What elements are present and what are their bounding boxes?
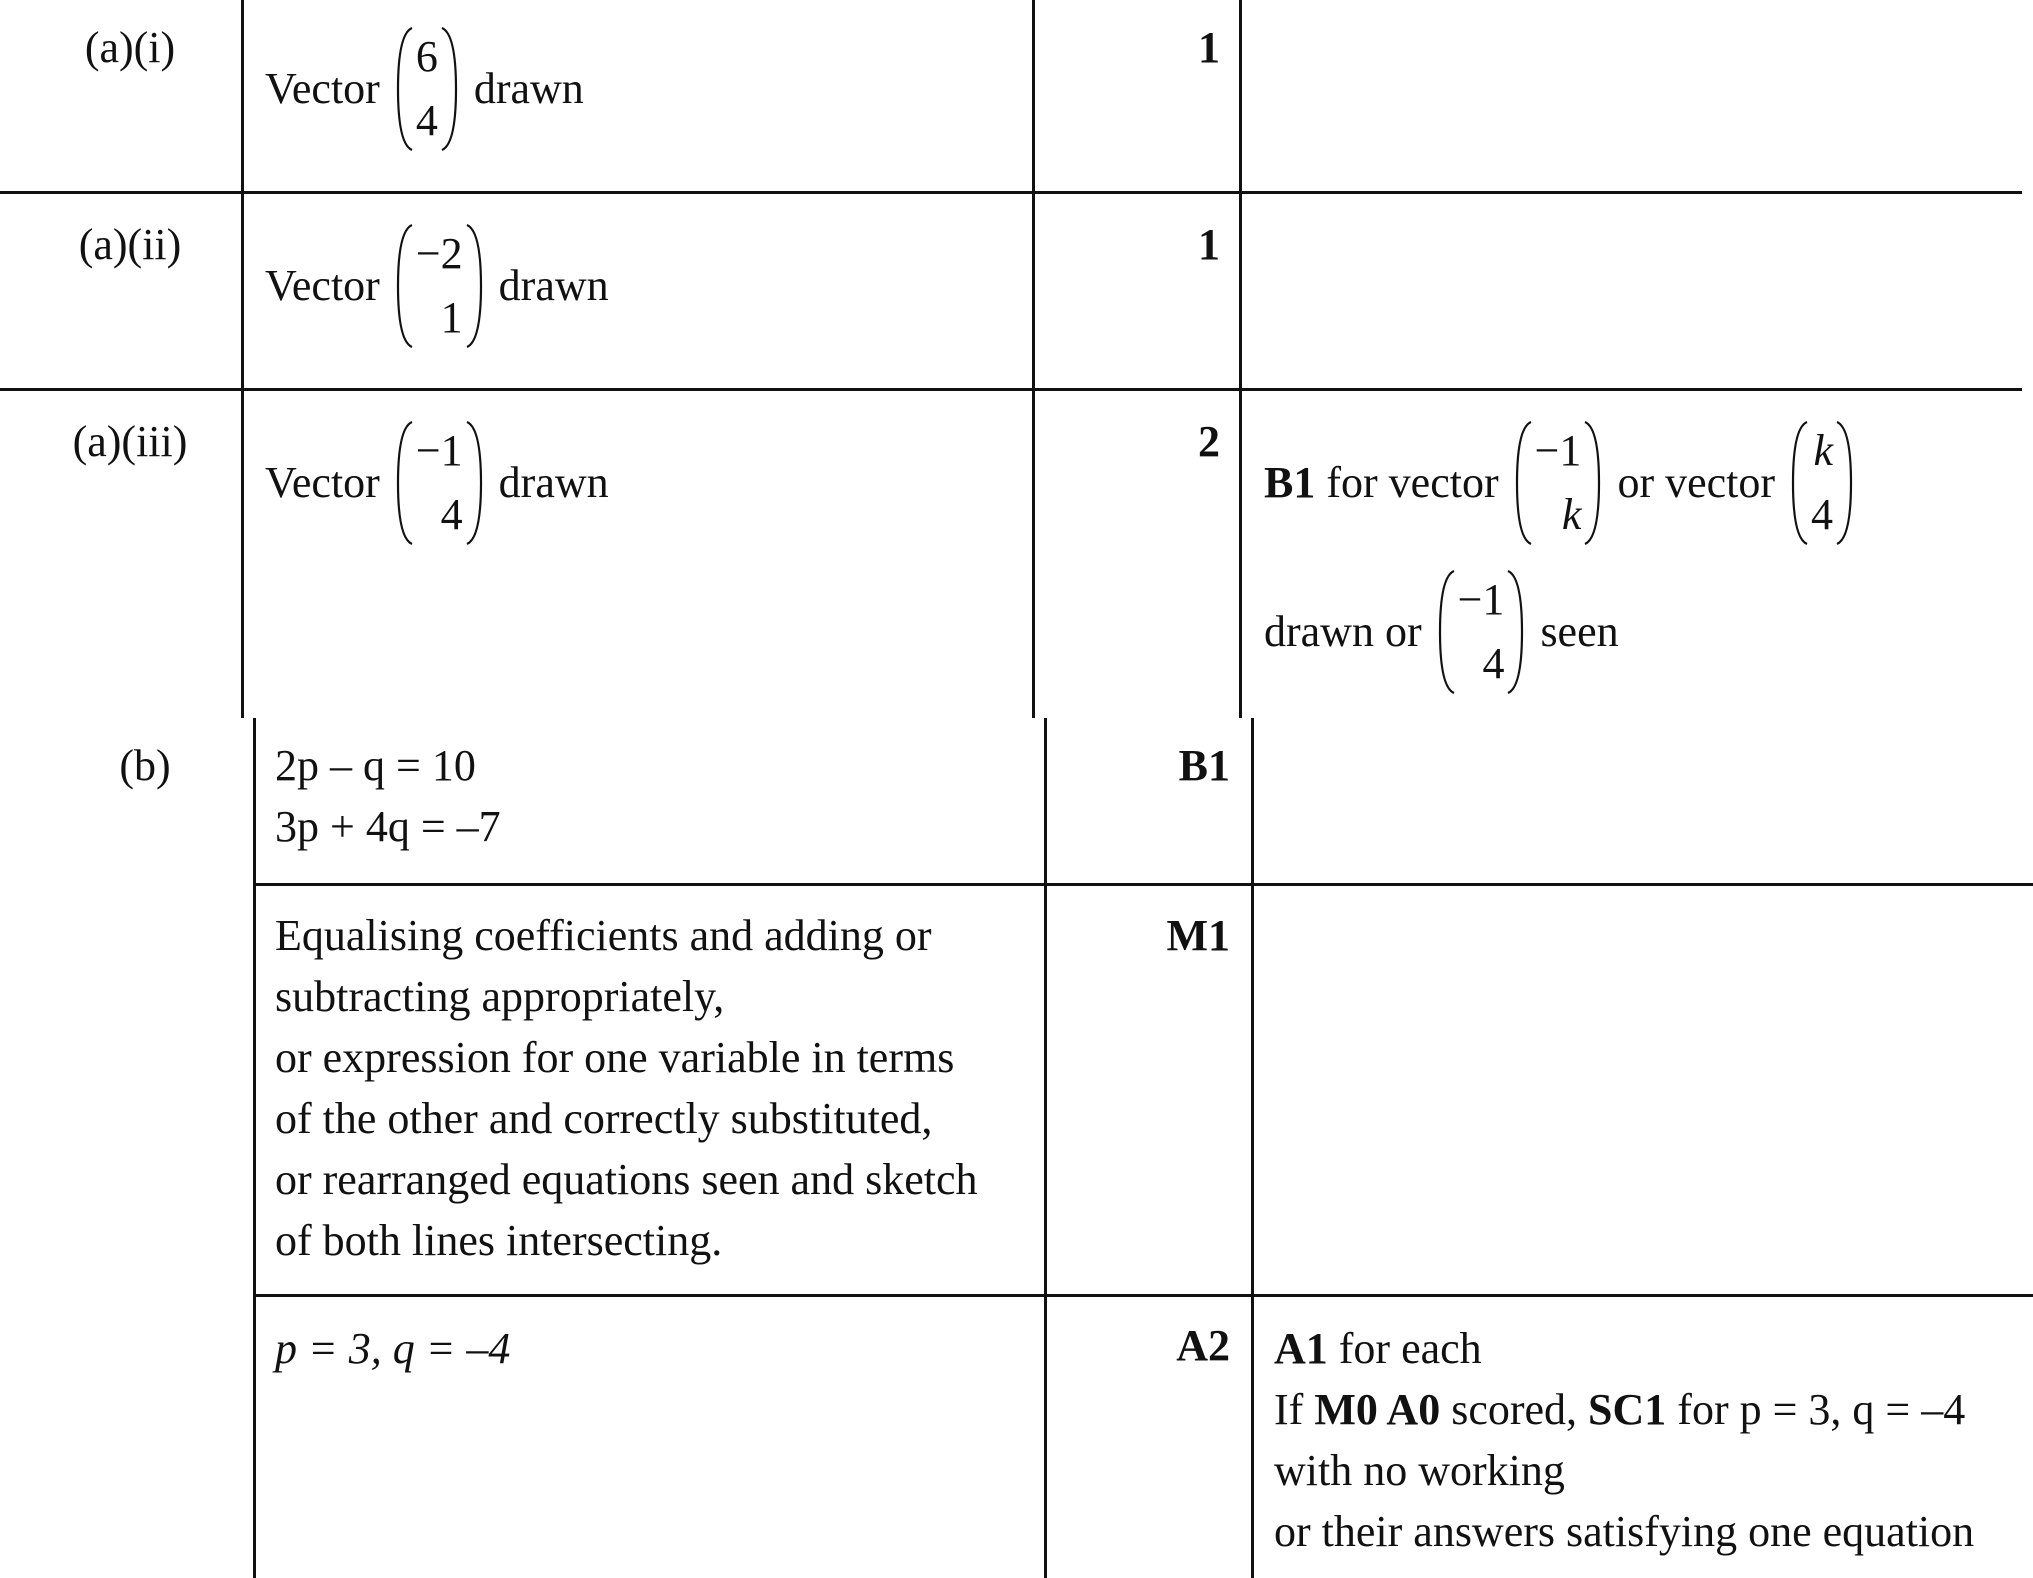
right-paren xyxy=(1506,567,1524,697)
column-vector xyxy=(1515,418,1602,548)
guidance-text: for vector xyxy=(1326,458,1499,507)
left-paren xyxy=(1791,418,1809,548)
answer-prefix: Vector xyxy=(265,458,380,507)
col-divider-3 xyxy=(1239,0,1242,718)
row-divider-1 xyxy=(0,191,2022,194)
left-paren xyxy=(1515,418,1533,548)
right-paren xyxy=(1583,418,1601,548)
answer-suffix: drawn xyxy=(498,458,609,507)
method-description xyxy=(275,905,977,1271)
equation-1: 2p – q = 10 xyxy=(275,741,476,790)
mark: M1 xyxy=(1166,911,1230,960)
guidance-line xyxy=(1264,418,1853,548)
answer-prefix: Vector xyxy=(265,261,380,310)
vector-top: 6 xyxy=(415,32,438,81)
mark-code: A1 xyxy=(1274,1324,1328,1373)
mark: 1 xyxy=(1198,23,1220,72)
equations xyxy=(275,735,501,857)
guidance-line xyxy=(1264,567,1619,697)
mark-code: SC1 xyxy=(1588,1385,1667,1434)
column-vector xyxy=(396,24,458,154)
method-line: of both lines intersecting. xyxy=(275,1216,723,1265)
vector-top: −1 xyxy=(1534,426,1582,475)
vector-bottom: 4 xyxy=(1811,490,1834,539)
answer-cell xyxy=(265,221,609,351)
guidance-text: with no working xyxy=(1274,1446,1565,1495)
vector-top: −2 xyxy=(415,229,463,278)
answer-cell xyxy=(265,418,609,548)
vector-bottom: k xyxy=(1561,490,1582,539)
guidance-text: If xyxy=(1274,1385,1304,1434)
final-guidance xyxy=(1274,1318,1974,1562)
question-label: (a)(iii) xyxy=(72,417,188,466)
guidance-text: for each xyxy=(1338,1324,1482,1373)
vector-top: k xyxy=(1813,426,1834,475)
mark-code: M0 A0 xyxy=(1314,1385,1441,1434)
b-col-divider-2 xyxy=(1044,718,1047,1578)
col-divider-1 xyxy=(241,0,244,718)
mark: A2 xyxy=(1176,1321,1230,1370)
vector-top: −1 xyxy=(415,426,463,475)
mark: 2 xyxy=(1198,417,1220,466)
right-paren xyxy=(465,221,483,351)
right-paren xyxy=(1835,418,1853,548)
vector-bottom: 4 xyxy=(440,490,463,539)
left-paren xyxy=(396,24,414,154)
column-vector xyxy=(1791,418,1853,548)
final-answer xyxy=(275,1318,510,1379)
vector-bottom: 1 xyxy=(440,293,463,342)
b-row-divider-1 xyxy=(253,883,2033,886)
b-row-divider-2 xyxy=(253,1294,2033,1297)
vector-bottom: 4 xyxy=(1482,639,1505,688)
guidance-text: or vector xyxy=(1617,458,1776,507)
mark: 1 xyxy=(1198,220,1220,269)
left-paren xyxy=(396,418,414,548)
b-col-divider-1 xyxy=(253,718,256,1578)
answer-suffix: drawn xyxy=(473,64,584,113)
equation-2: 3p + 4q = –7 xyxy=(275,802,501,851)
right-paren xyxy=(440,24,458,154)
left-paren xyxy=(1438,567,1456,697)
method-line: subtracting appropriately, xyxy=(275,972,725,1021)
column-vector xyxy=(396,418,483,548)
vector-bottom: 4 xyxy=(415,96,438,145)
guidance-text: seen xyxy=(1540,607,1619,656)
guidance-text: scored, xyxy=(1451,1385,1578,1434)
b-col-divider-3 xyxy=(1251,718,1254,1578)
vector-top: −1 xyxy=(1457,575,1505,624)
method-line: Equalising coefficients and adding or xyxy=(275,911,932,960)
question-label: (a)(ii) xyxy=(78,220,182,269)
mark-code: B1 xyxy=(1264,458,1316,507)
method-line: or expression for one variable in terms xyxy=(275,1033,955,1082)
question-label: (b) xyxy=(119,741,171,790)
guidance-text: drawn or xyxy=(1264,607,1422,656)
left-paren xyxy=(396,221,414,351)
column-vector xyxy=(1438,567,1525,697)
right-paren xyxy=(465,418,483,548)
answer-values: p = 3, q = –4 xyxy=(275,1324,511,1373)
row-divider-2 xyxy=(0,388,2022,391)
question-label: (a)(i) xyxy=(84,23,176,72)
guidance-text: or their answers satisfying one equation xyxy=(1274,1507,1975,1556)
column-vector xyxy=(396,221,483,351)
mark: B1 xyxy=(1178,741,1230,790)
guidance-text: for p = 3, q = –4 xyxy=(1677,1385,1966,1434)
col-divider-2 xyxy=(1032,0,1035,718)
method-line: of the other and correctly substituted, xyxy=(275,1094,933,1143)
answer-prefix: Vector xyxy=(265,64,380,113)
answer-suffix: drawn xyxy=(498,261,609,310)
answer-cell xyxy=(265,24,584,154)
method-line: or rearranged equations seen and sketch xyxy=(275,1155,978,1204)
